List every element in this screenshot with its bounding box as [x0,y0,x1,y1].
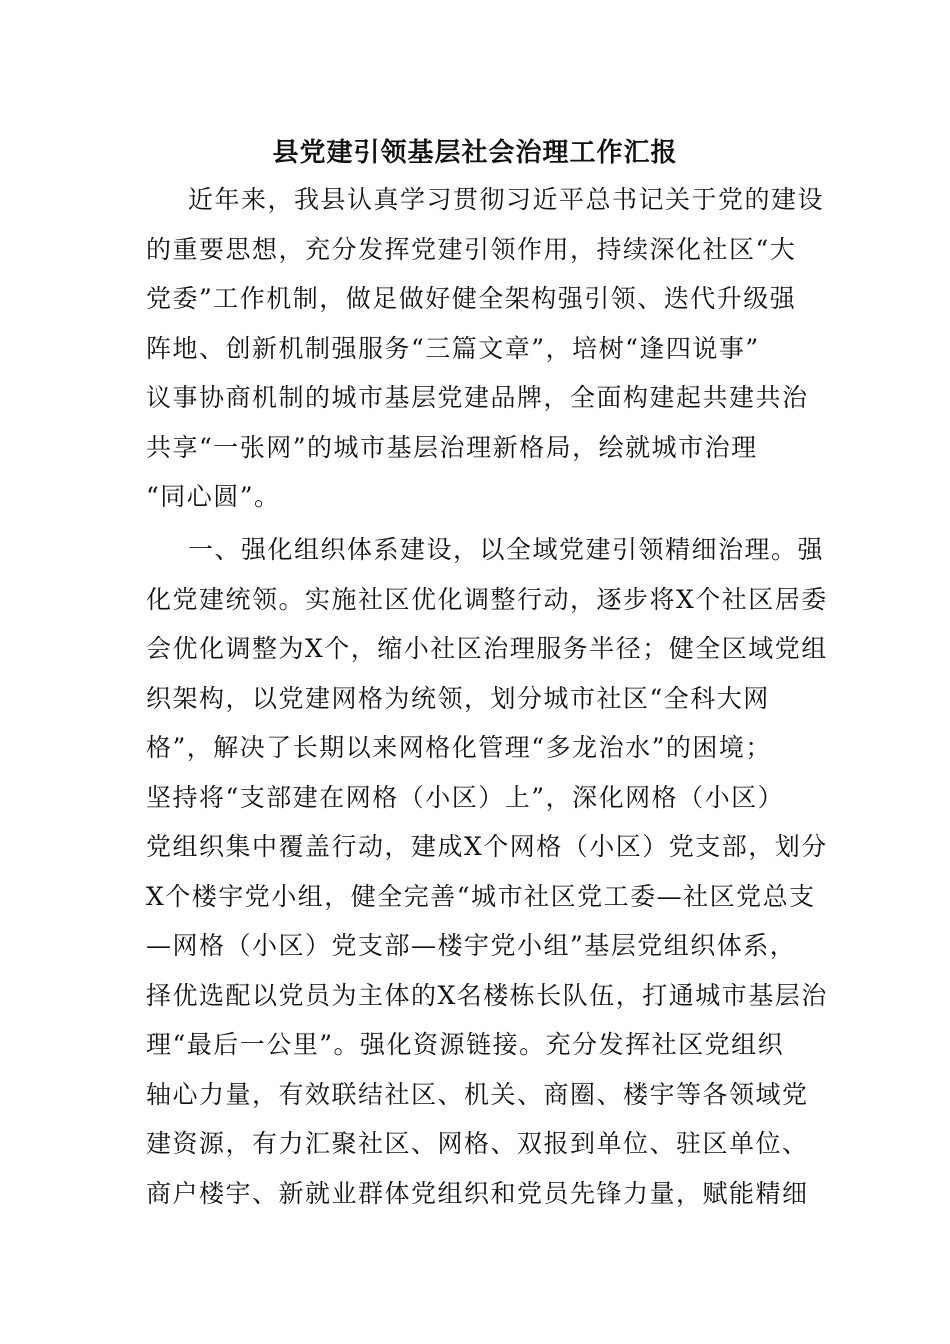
paragraph-line: 一、强化组织体系建设，以全域党建引领精细治理。强 [188,535,825,564]
paragraph-line: 建资源，有力汇聚社区、网格、双报到单位、驻区单位、 [146,1129,809,1158]
paragraph-line: 坚持将“支部建在网格（小区）上”，深化网格（小区） [146,783,785,812]
document-title: 县党建引领基层社会治理工作汇报 [272,138,678,168]
paragraph-line: 党组织集中覆盖行动，建成X个网格（小区）党支部，划分 [146,832,828,861]
paragraph-line: 轴心力量，有效联结社区、机关、商圈、楼宇等各领域党 [146,1080,809,1109]
paragraph-line: 阵地、创新机制强服务“三篇文章”，培树“逢四说事” [146,334,760,363]
paragraph-line: 的重要思想，充分发挥党建引领作用，持续深化社区“大 [146,235,797,264]
paragraph-line: “同心圆”。 [146,482,281,511]
paragraph-line: 近年来，我县认真学习贯彻习近平总书记关于党的建设 [188,185,825,214]
paragraph-line: 共享“一张网”的城市基层治理新格局，绘就城市治理 [146,433,758,462]
paragraph-line: 会优化调整为X个，缩小社区治理服务半径；健全区域党组 [146,634,828,663]
paragraph-line: 议事协商机制的城市基层党建品牌，全面构建起共建共治 [146,383,809,412]
paragraph-line: 化党建统领。实施社区优化调整行动，逐步将X个社区居委 [146,585,828,614]
paragraph-line: 党委”工作机制，做足做好健全架构强引领、迭代升级强 [146,284,797,313]
paragraph-line: —网格（小区）党支部—楼宇党小组”基层党组织体系， [146,931,797,960]
paragraph-line: 理“最后一公里”。强化资源链接。充分发挥社区党组织 [146,1030,785,1059]
paragraph-line: X个楼宇党小组，健全完善“城市社区党工委—社区党总支 [146,882,816,911]
paragraph-line: 择优选配以党员为主体的X名楼栋长队伍，打通城市基层治 [146,981,828,1010]
paragraph-line: 商户楼宇、新就业群体党组织和党员先锋力量，赋能精细 [146,1179,809,1208]
paragraph-line: 织架构，以党建网格为统领，划分城市社区“全科大网 [146,684,770,713]
paragraph-line: 格”，解决了长期以来网格化管理“多龙治水”的困境； [146,733,772,762]
